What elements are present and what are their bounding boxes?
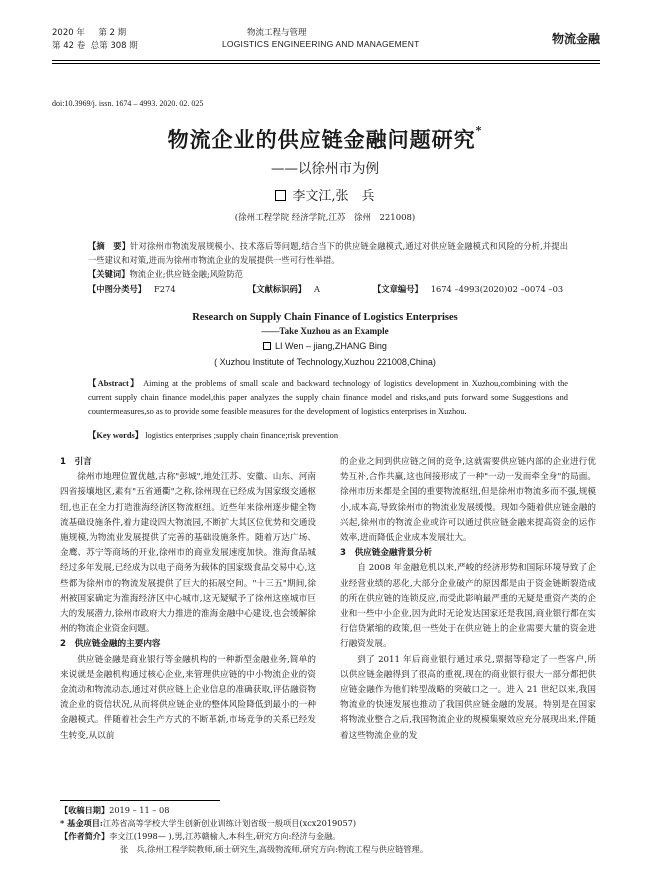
journal-name-en: LOGISTICS ENGINEERING AND MANAGEMENT (222, 39, 420, 49)
section-heading: 3 供应链金融背景分析 (340, 548, 432, 559)
year: 2020 年 (52, 28, 85, 38)
paragraph: 到了 2011 年后商业银行通过承兑,票据等稳定了一些客户,所以供应链金融得到了很高的重视,现在的商业银行很大一部分都把供应链金融作为他们转型战略的突破口之一。进入 21 世纪以来,我国物流业的快速发展也推动了我国供应链金融的发展。特别是在国家将物流业整合之后,我国物流企业的规模集聚效应充分展现出来,伴随着这些物流企业的发 (340, 654, 596, 741)
title-text: 物流企业的供应链金融问题研究 (167, 127, 476, 152)
author-bio-2: 张 兵,徐州工程学院教师,硕士研究生,高级物流师,研究方向:物流工程与供应链管理。 (120, 844, 428, 854)
issue: 第 2 期 (98, 28, 127, 38)
keywords-en-label: 【Key words】 (88, 431, 144, 440)
english-affiliation: ( Xuzhou Institute of Technology,Xuzhou 221008,China) (214, 357, 436, 367)
keywords-cn-label: 【关键词】 (88, 269, 130, 279)
abstract-cn-label: 【摘 要】 (88, 241, 131, 251)
author-names: 李文江,张 兵 (292, 189, 375, 204)
title-footnote-mark: * (475, 124, 483, 137)
body-column-left (60, 455, 316, 744)
english-author-names: LI Wen – jiang,ZHANG Bing (275, 341, 387, 351)
affiliation: (徐州工程学院 经济学院,江苏 徐州 221008) (234, 213, 416, 223)
keywords-cn (88, 268, 568, 280)
english-title: Research on Supply Chain Finance of Logistics Enterprises (192, 312, 458, 323)
journal-name-cn: 物流工程与管理 (247, 28, 307, 38)
issue-info (52, 26, 126, 38)
keywords-cn-text: 物流企业;供应链金融;风险防范 (129, 269, 243, 279)
abstract-cn (88, 239, 568, 267)
section-label: 物流金融 (551, 32, 600, 46)
article-id (373, 283, 563, 295)
clc-value: F274 (154, 284, 176, 294)
abstract-cn-text: 针对徐州市物流发展规模小、技术落后等问题,结合当下的供应链金融模式,通过对供应链金融模式和风险的分析,并提出一些建议和对策,进而为徐州市物流企业的发展提供一些可行性举措。 (88, 241, 568, 265)
keywords-en (88, 429, 568, 441)
journal-header (52, 22, 600, 56)
volume: 第 42 卷 (52, 41, 86, 51)
keywords-en-text: logistics enterprises ;supply chain finance;risk prevention (145, 431, 339, 440)
received-value: 2019 – 11 – 08 (109, 805, 170, 815)
footnote-rule (60, 800, 220, 801)
author-bio-1: 李文江(1998— ),男,江苏赣榆人,本科生,研究方向:经济与金融。 (109, 831, 341, 841)
paper-subtitle: ——以徐州市为例 (271, 161, 379, 177)
checkbox-icon (263, 342, 271, 350)
doc-code (248, 283, 320, 295)
total-issue: 总第 308 期 (90, 41, 138, 51)
checkbox-icon (275, 190, 286, 201)
volume-info (52, 39, 138, 51)
section-heading: 2 供应链金融的主要内容 (60, 639, 161, 650)
article-id-label: 【文章编号】 (373, 284, 423, 294)
paragraph: 徐州市地理位置优越,古称"彭城",地处江苏、安徽、山东、河南四省接壤地区,素有"五省通衢"之称,徐州现在已经成为国家级交通枢纽,也正在全力打造淮海经济区物流枢纽。近些年来徐州逐步健全物流基础设施条件,着力建设四大物流园,不断扩大其区位优势和交通设施规模,为物流业发展提供了完善的基础设施条件。随着万达广场、金鹰、苏宁等商场的开业,徐州市的商业发展速度加快。淮海食品城经过多年发展,已经成为以电子商务为载体的国家级食品交易中心,这些都为徐州市的物流发展提供了巨大的拓展空间。"十三五"期间,徐州被国家确定为淮海经济区中心城市,这无疑赋予了徐州这座城市巨大的发展潜力,徐州市政府大力推进的淮海金融中心建设,也会缓解徐州的物流企业资金问题。 (60, 472, 316, 635)
author-bio-label: 【作者简介】 (60, 831, 110, 841)
paragraph: 自 2008 年金融危机以来,严峻的经济形势和国际环境导致了企业经营业绩的恶化,大部分企业破产的原因都是由于资金链断裂造成的所在供应链的连锁反应,而受此影响最严重的无疑是重资产类的企业和一些中小企业,因为此时无论发达国家还是我国,商业银行都在实行信贷紧缩的政策,但一些处于在供应链上的企业需要大量的资金进行融资发展。 (340, 563, 596, 650)
english-authors (0, 341, 650, 351)
section-heading: 1 引言 (60, 457, 92, 467)
header-rule-thin (52, 63, 600, 64)
abstract-en-label: 【Abstract】 (88, 379, 140, 388)
abstract-en-text: Aiming at the problems of small scale and backward technology of logistics development in Xuzhou,combining with the current supply chain finance model,this paper analyzes the supply chain finance model and risks,and puts forward some Suggestions and countermeasures,so as to provide some feasible measures for the development of logistics enterprises in Xuzhou. (88, 379, 568, 416)
fund-note (60, 817, 600, 830)
fund-label: * 基金项目: (60, 818, 103, 828)
paragraph: 供应链金融是商业银行等金融机构的一种新型金融业务,简单的来说就是金融机构通过核心企业,来管理供应链的中小物流企业的资金流动和物流动态,通过对供应链上企业信息的准确获取,评估融资物流企业的资信状况,从而将供应链企业的整体风险降低到最小的一种金融模式。伴随着社会生产方式的不断革新,市场竞争的关系已经发生转变,从以前 (60, 654, 316, 741)
received-date (60, 804, 600, 817)
received-label: 【收稿日期】 (60, 805, 110, 815)
fund-value: 江苏省高等学校大学生创新创业训练计划省级一般项目(xcx2019057) (102, 818, 357, 828)
doc-value: A (314, 284, 321, 294)
header-rule (52, 60, 600, 61)
english-subtitle: ——Take Xuzhou as an Example (261, 326, 389, 336)
clc-code (88, 283, 176, 295)
abstract-en (88, 377, 568, 419)
article-id-value: 1674 –4993(2020)02 –0074 –03 (430, 284, 564, 294)
doi: doi:10.3969/j. issn. 1674 – 4993. 2020. 02. 025 (52, 99, 204, 108)
paper-title (0, 124, 650, 154)
clc-label: 【中图分类号】 (88, 284, 147, 294)
body-column-right (340, 455, 596, 744)
doc-label: 【文献标识码】 (248, 284, 307, 294)
authors (0, 185, 650, 204)
author-bio (60, 830, 600, 843)
paragraph: 的企业之间到供应链之间的竞争,这就需要供应链内部的企业进行优势互补,合作共赢,这也间接形成了一种"一动一发而牵全身"的局面。徐州市历来都是全国的重要物流枢纽,但是徐州市物流多而不强,规模小,成本高,导致徐州市的物流业发展缓慢。现如今随着供应链金融的兴起,徐州市的物流企业或许可以通过供应链金融来提高资金的运作效率,进而降低企业成本发展壮大。 (340, 457, 596, 544)
